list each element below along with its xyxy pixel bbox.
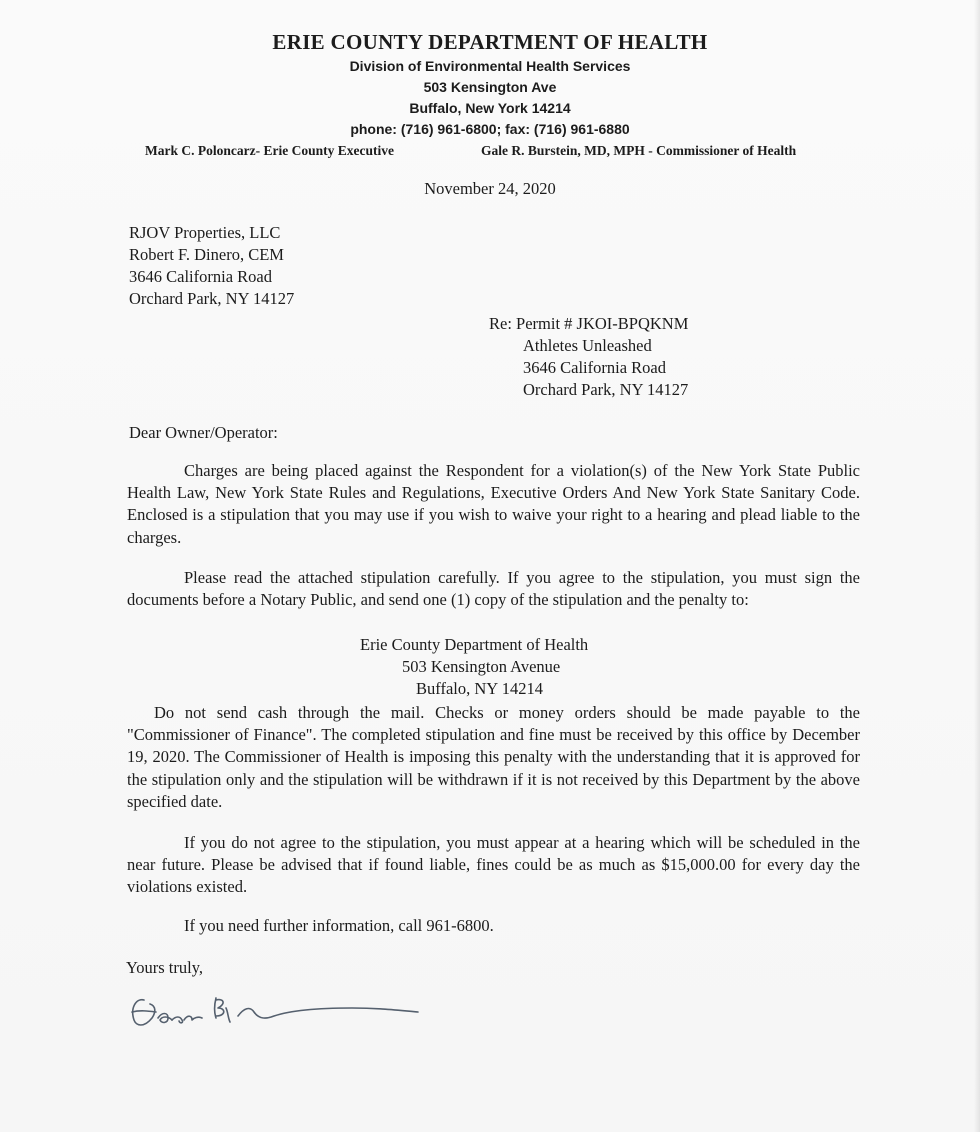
re-line: Orchard Park, NY 14127 [523,380,689,399]
recipient-line: 3646 California Road [129,267,272,286]
re-line: Athletes Unleashed [523,336,652,355]
handwritten-signature [122,990,432,1040]
letterhead-division: Division of Environmental Health Services [349,58,631,74]
paragraph-hearing: If you do not agree to the stipulation, you must appear at a hearing which will be scheduled in the near future. Please be advised that if found liable, fines could be as much as $15,000.00 for every day the violations existed. [127,833,860,897]
payment-address-line: 503 Kensington Avenue [402,657,561,676]
recipient-line: Orchard Park, NY 14127 [129,289,295,308]
letterhead-city: Buffalo, New York 14214 [409,100,571,116]
letterhead-street: 503 Kensington Ave [423,79,557,95]
recipient-line: RJOV Properties, LLC [129,223,281,242]
letterhead-contact: phone: (716) 961-6800; fax: (716) 961-6880 [350,121,630,137]
recipient-line: Robert F. Dinero, CEM [129,245,284,264]
closing: Yours truly, [126,958,204,977]
salutation: Dear Owner/Operator: [129,423,278,442]
county-executive: Mark C. Poloncarz- Erie County Executive [145,143,394,158]
paragraph-stipulation: Please read the attached stipulation carefully. If you agree to the stipulation, you must sign the documents before a Notary Public, and send one (1) copy of the stipulation and the penalty to: [127,568,860,610]
payment-address-line: Buffalo, NY 14214 [416,679,543,698]
re-permit-label: Re: Permit # JKOI-BPQKNM [489,314,689,333]
re-line: 3646 California Road [523,358,666,377]
paragraph-payment-instructions: Do not send cash through the mail. Checks or money orders should be made payable to the "Commissioner of Finance". The completed stipulation and fine must be received by this office by December 19, 2020. The Commissioner of Health is imposing this penalty with the understanding that it is approved for the stipulation only and the stipulation will be withdrawn if it is not received by this Department by the above specified date. [127,703,860,811]
recipient-address [129,222,294,310]
re-facility-address [523,335,688,401]
payment-address-line: Erie County Department of Health [360,635,589,654]
letterhead-org-title: ERIE COUNTY DEPARTMENT OF HEALTH [272,30,708,54]
paragraph-contact: If you need further information, call 961-6800. [184,916,494,935]
paragraph-charges: Charges are being placed against the Respondent for a violation(s) of the New York State Public Health Law, New York State Rules and Regulations, Executive Orders And New York State Sanitary Code. Enclosed is a stipulation that you may use if you wish to waive your right to a hearing and plead liable to the charges. [127,461,860,547]
health-commissioner: Gale R. Burstein, MD, MPH - Commissioner of Health [481,143,797,158]
letter-date: November 24, 2020 [424,179,556,198]
